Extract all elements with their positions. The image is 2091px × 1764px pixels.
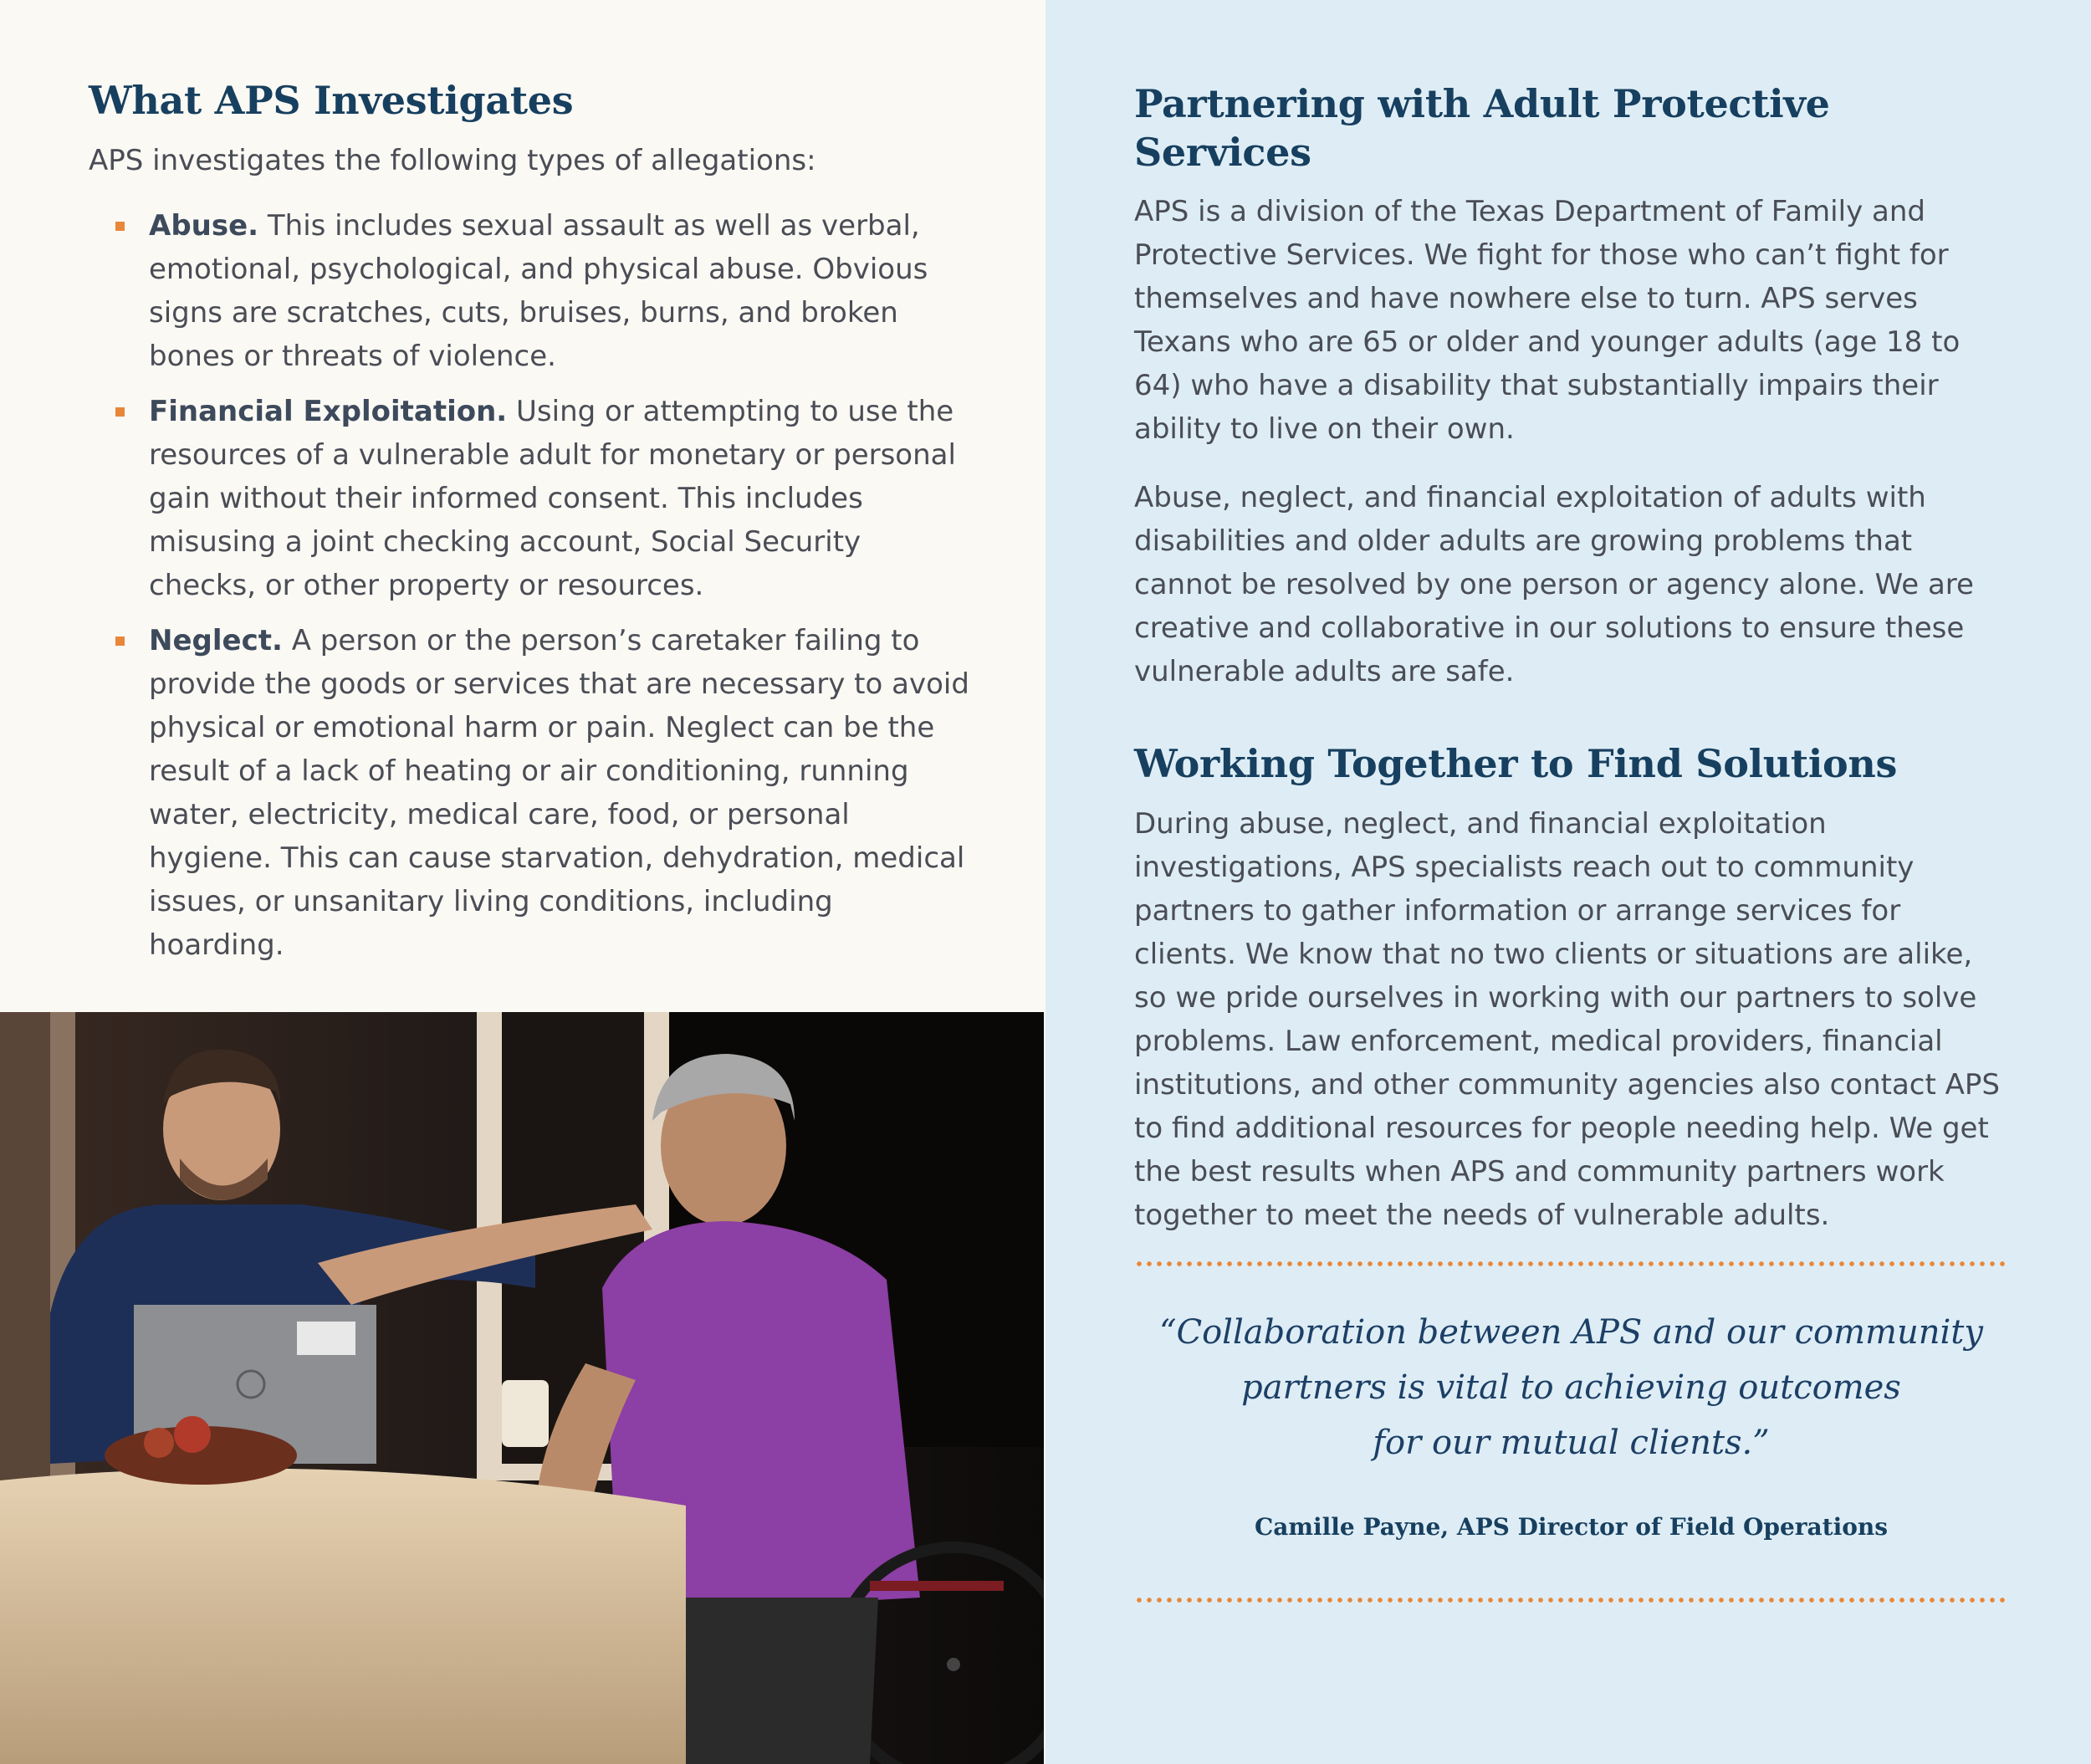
- quote-line: for our mutual clients.”: [1373, 1424, 1770, 1462]
- list-item-financial-exploitation: [89, 390, 975, 607]
- allegations-list: [89, 204, 975, 967]
- section-heading-working-together: Working Together to Find Solutions: [1134, 741, 1898, 786]
- square-bullet-icon: [115, 407, 125, 417]
- dotted-divider-top: [1134, 1261, 2008, 1266]
- allegation-term: Abuse.: [149, 208, 259, 243]
- list-item-abuse: [89, 204, 975, 378]
- square-bullet-icon: [115, 222, 125, 231]
- caseworker-with-client-photo: [0, 1012, 1044, 1764]
- dotted-divider-bottom: [1134, 1598, 2008, 1603]
- right-text-column: [1134, 80, 2004, 1237]
- quote-line: partners is vital to achieving outcomes: [1241, 1368, 1901, 1407]
- partnering-paragraph-1: APS is a division of the Texas Department of Family and Protective Services. We fight for those who can’t fight for themselves and have nowhere else to turn. APS serves Texans who are 65 or older and younger adults (age 18 to 64) who have a disability that substantially impairs their ability to live on their own.: [1134, 195, 1961, 446]
- list-item-neglect: [89, 619, 975, 967]
- partnering-paragraph-2: Abuse, neglect, and financial exploitation of adults with disabilities and older adults are growing problems that cannot be resolved by one person or agency alone. We are creative and collaborative in our solutions to ensure these vulnerable adults are safe.: [1134, 481, 1974, 688]
- photo-illustration: [0, 1012, 1044, 1764]
- allegations-intro: APS investigates the following types of allegations:: [89, 143, 816, 177]
- allegation-description: A person or the person’s caretaker failing to provide the goods or services that are necessary to avoid physical or emotional harm or pain. Neglect can be the result of a lack of heating or air conditioning, running water, electricity, medical care, food, or personal hygiene. This can cause starvation, dehydration, medical issues, or unsanitary living conditions, including hoarding.: [149, 623, 969, 962]
- allegation-term: Neglect.: [149, 623, 283, 657]
- quote-attribution: Camille Payne, APS Director of Field Operations: [1254, 1513, 1889, 1541]
- allegation-term: Financial Exploitation.: [149, 394, 508, 428]
- square-bullet-icon: [115, 637, 125, 646]
- quote-line: “Collaboration between APS and our community: [1159, 1313, 1983, 1352]
- allegation-description: This includes sexual assault as well as verbal, emotional, psychological, and physical abuse. Obvious signs are scratches, cuts, bruises, burns, and broken bones or threats of violence.: [149, 208, 928, 373]
- allegations-section: [89, 77, 975, 979]
- section-heading-partnering: Partnering with Adult Protective Services: [1134, 81, 1830, 175]
- section-heading-what-aps-investigates: What APS Investigates: [89, 78, 574, 123]
- allegation-description: Using or attempting to use the resources of a vulnerable adult for monetary or personal gain without their informed consent. This includes misusing a joint checking account, Social Security checks, or other property or resources.: [149, 394, 956, 602]
- working-together-paragraph: During abuse, neglect, and financial exploitation investigations, APS specialists reach out to community partners to gather information or arrange services for clients. We know that no two clients or situations are alike, so we pride ourselves in working with our partners to solve problems. Law enforcement, medical providers, financial institutions, and other community agencies also contact APS to find additional resources for people needing help. We get the best results when APS and community partners work together to meet the needs of vulnerable adults.: [1134, 806, 2000, 1232]
- pull-quote: [1134, 1305, 2008, 1470]
- right-panel: [1046, 0, 2091, 1764]
